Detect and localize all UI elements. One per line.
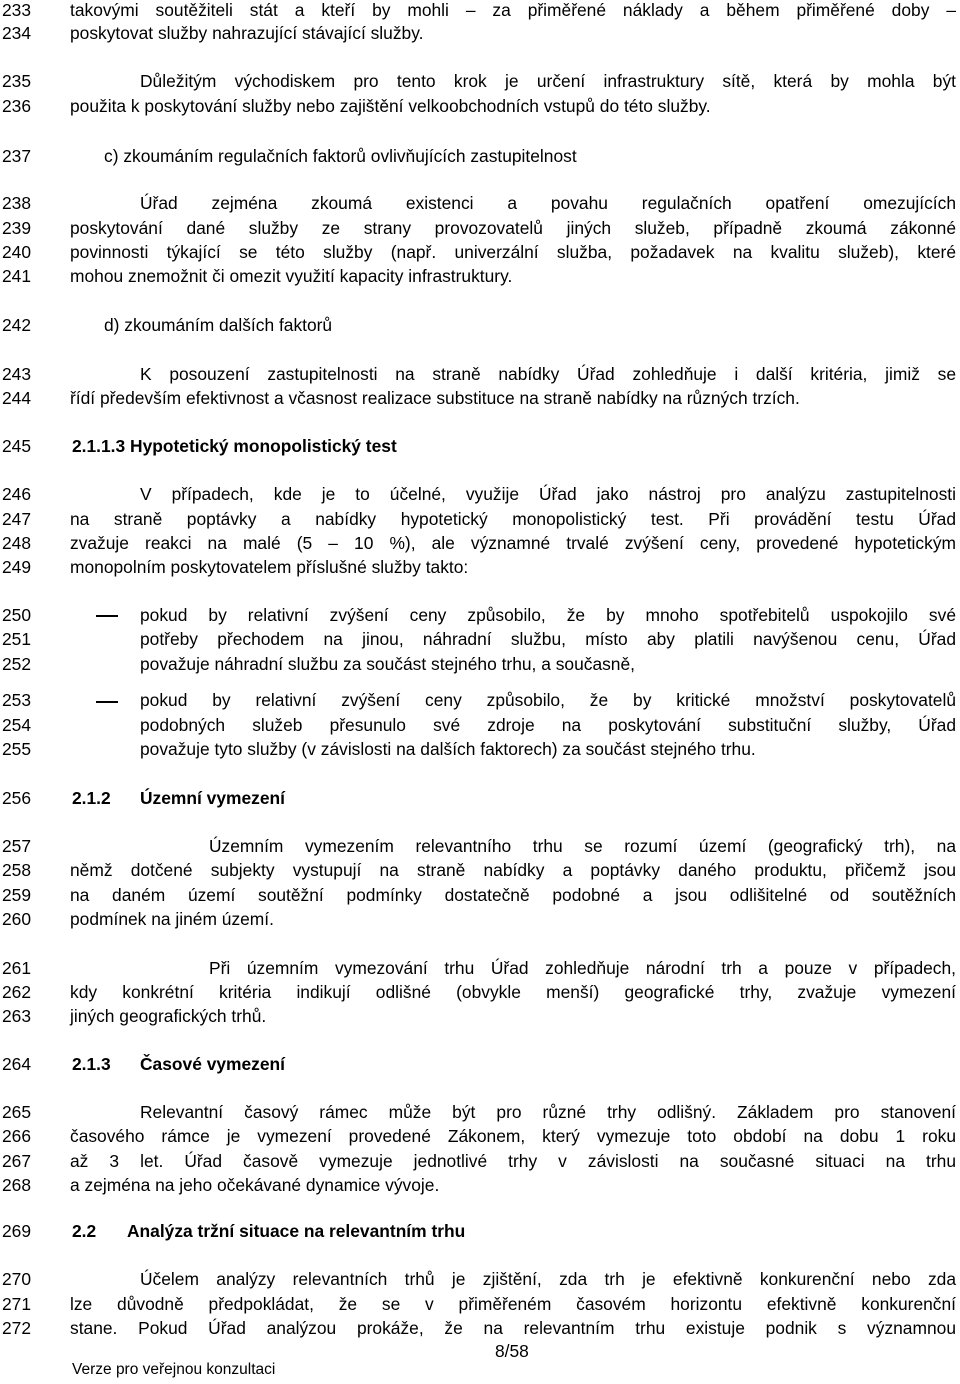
text-line: Územním vymezením relevantního trhu se rozumí území (geografický trh), na bbox=[209, 836, 956, 856]
bullet-line: potřeby přechodem na jinou, náhradní službu, místo aby platili navýšenou cenu, Úřad bbox=[140, 629, 956, 649]
text-line: na straně poptávky a nabídky hypotetický monopolistický test. Při provádění testu Úřad bbox=[70, 509, 956, 529]
bullet-line: pokud by relativní zvýšení ceny způsobilo, že by mnoho spotřebitelů uspokojilo své bbox=[140, 605, 956, 625]
line-number: 239 bbox=[2, 218, 32, 238]
line-number: 245 bbox=[2, 436, 32, 456]
line-number: 251 bbox=[2, 629, 32, 649]
text-line: podmínek na jiném území. bbox=[70, 909, 274, 929]
line-number: 264 bbox=[2, 1054, 32, 1074]
line-number: 240 bbox=[2, 242, 32, 262]
text-line: zvažuje reakci na malé (5 – 10 %), ale významné trvalé zvýšení ceny, provedené hypotetickým bbox=[70, 533, 956, 553]
line-number: 241 bbox=[2, 266, 32, 286]
line-number: 248 bbox=[2, 533, 32, 553]
text-line: na daném území soutěžní podmínky dostatečně podobné a jsou odlišitelné od soutěžních bbox=[70, 885, 956, 905]
page-number: 8/58 bbox=[495, 1341, 529, 1361]
line-number: 233 bbox=[2, 0, 32, 20]
line-number: 268 bbox=[2, 1175, 32, 1195]
line-number: 252 bbox=[2, 654, 32, 674]
line-number: 244 bbox=[2, 388, 32, 408]
text-line: Relevantní časový rámec může být pro různé trhy odlišný. Základem pro stanovení bbox=[140, 1102, 956, 1122]
line-number: 271 bbox=[2, 1294, 32, 1314]
line-number: 255 bbox=[2, 739, 32, 759]
line-number: 261 bbox=[2, 958, 32, 978]
text-line: použita k poskytování služby nebo zajištění velkoobchodních vstupů do této služby. bbox=[70, 96, 711, 116]
bullet-line: podobných služeb přesunulo své zdroje na poskytování substituční služby, Úřad bbox=[140, 715, 956, 735]
section-number: 2.1.2 bbox=[72, 788, 111, 808]
text-line: až 3 let. Úřad časově vymezuje jednotlivé trhy v závislosti na současné situaci na trhu bbox=[70, 1151, 956, 1171]
text-line: poskytování dané služby ze strany provozovatelů jiných služeb, případně zkoumá zákonné bbox=[70, 218, 956, 238]
line-number: 267 bbox=[2, 1151, 32, 1171]
line-number: 247 bbox=[2, 509, 32, 529]
text-line: Důležitým východiskem pro tento krok je určení infrastruktury sítě, která by mohla být bbox=[140, 71, 956, 91]
line-number: 272 bbox=[2, 1318, 32, 1338]
text-line: V případech, kde je to účelné, využije Úřad jako nástroj pro analýzu zastupitelnosti bbox=[140, 484, 956, 504]
text-line: jiných geografických trhů. bbox=[70, 1006, 267, 1026]
section-number: 2.1.3 bbox=[72, 1054, 111, 1074]
line-number: 238 bbox=[2, 193, 32, 213]
line-number: 263 bbox=[2, 1006, 32, 1026]
text-line: kdy konkrétní kritéria indikují odlišné (obvykle menší) geografické trhy, zvažuje vymezení bbox=[70, 982, 956, 1002]
text-line: němž dotčené subjekty vystupují na straně nabídky a poptávky daného produktu, přičemž jsou bbox=[70, 860, 956, 880]
list-heading-d: d) zkoumáním dalších faktorů bbox=[104, 315, 333, 335]
line-number: 260 bbox=[2, 909, 32, 929]
line-number: 266 bbox=[2, 1126, 32, 1146]
bullet-line: považuje tyto služby (v závislosti na dalších faktorech) za součást stejného trhu. bbox=[140, 739, 756, 759]
list-heading-c: c) zkoumáním regulačních faktorů ovlivňujících zastupitelnost bbox=[104, 146, 577, 166]
text-line: Při územním vymezování trhu Úřad zohledňuje národní trh a pouze v případech, bbox=[209, 958, 956, 978]
text-line: řídí především efektivnost a včasnost realizace substituce na straně nabídky na různých trzích. bbox=[70, 388, 800, 408]
text-line: povinnosti týkající se této služby (např. univerzální služba, požadavek na kvalitu služeb), které bbox=[70, 242, 956, 262]
text-line: mohou znemožnit či omezit využití kapacity infrastruktury. bbox=[70, 266, 513, 286]
line-number: 269 bbox=[2, 1221, 32, 1241]
text-line: lze důvodně předpokládat, že se v přiměřeném časovém horizontu efektivně konkurenční bbox=[70, 1294, 956, 1314]
section-number: 2.2 bbox=[72, 1221, 97, 1241]
line-number: 253 bbox=[2, 690, 32, 710]
line-number: 242 bbox=[2, 315, 32, 335]
line-number: 243 bbox=[2, 364, 32, 384]
text-line: Úřad zejména zkoumá existenci a povahu regulačních opatření omezujících bbox=[140, 193, 956, 213]
text-line: K posouzení zastupitelnosti na straně nabídky Úřad zohledňuje i další kritéria, jimiž se bbox=[140, 364, 956, 384]
line-number: 262 bbox=[2, 982, 32, 1002]
bullet-line: pokud by relativní zvýšení ceny způsobilo, že by kritické množství poskytovatelů bbox=[140, 690, 956, 710]
text-line: takovými soutěžiteli stát a kteří by mohli – za přiměřené náklady a během přiměřené doby – bbox=[70, 0, 956, 20]
text-line: a zejména na jeho očekávané dynamice vývoje. bbox=[70, 1175, 440, 1195]
bullet-dash bbox=[96, 615, 118, 617]
line-number: 234 bbox=[2, 23, 32, 43]
line-number: 259 bbox=[2, 885, 32, 905]
text-line: poskytovat služby nahrazující stávající služby. bbox=[70, 23, 424, 43]
line-number: 250 bbox=[2, 605, 32, 625]
line-number: 246 bbox=[2, 484, 32, 504]
section-heading: Územní vymezení bbox=[140, 788, 285, 808]
section-heading: Analýza tržní situace na relevantním trhu bbox=[127, 1221, 466, 1241]
line-number: 235 bbox=[2, 71, 32, 91]
line-number: 237 bbox=[2, 146, 32, 166]
line-number: 270 bbox=[2, 1269, 32, 1289]
line-number: 249 bbox=[2, 557, 32, 577]
bullet-line: považuje náhradní službu za součást stejného trhu, a současně, bbox=[140, 654, 635, 674]
text-line: monopolním poskytovatelem příslušné služby takto: bbox=[70, 557, 469, 577]
line-number: 258 bbox=[2, 860, 32, 880]
line-number: 236 bbox=[2, 96, 32, 116]
line-number: 257 bbox=[2, 836, 32, 856]
text-line: časového rámce je vymezení provedené Zákonem, který vymezuje toto období na dobu 1 roku bbox=[70, 1126, 956, 1146]
line-number: 254 bbox=[2, 715, 32, 735]
text-line: Účelem analýzy relevantních trhů je zjištění, zda trh je efektivně konkurenční nebo zda bbox=[140, 1269, 956, 1289]
line-number: 265 bbox=[2, 1102, 32, 1122]
section-heading: 2.1.1.3 Hypotetický monopolistický test bbox=[72, 436, 397, 456]
section-heading: Časové vymezení bbox=[140, 1054, 286, 1074]
line-number: 256 bbox=[2, 788, 32, 808]
bullet-dash bbox=[96, 701, 118, 703]
footer-note: Verze pro veřejnou konzultaci bbox=[72, 1361, 276, 1378]
text-line: stane. Pokud Úřad analýzou prokáže, že na relevantním trhu existuje podnik s významnou bbox=[70, 1318, 956, 1338]
